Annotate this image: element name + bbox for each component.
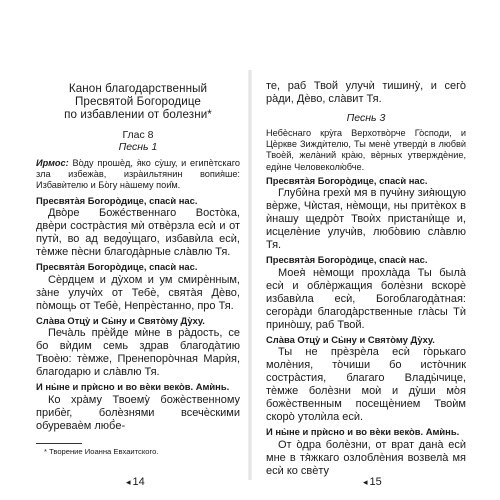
page-number-value: 15 — [369, 476, 382, 488]
ode-heading: Песнь 1 — [118, 141, 158, 153]
title-line: Канон благодарственный — [68, 82, 208, 95]
folio-mark-icon: ◂ — [126, 477, 131, 487]
continued-text: те, раб Твой улучѝ тишину̀, и сего̀ ра̀ди, Дѐво, сла̀вит Тя. — [266, 80, 466, 105]
refrain-line: Пресвята̀я Богоро̀дице, спасѝ нас. — [36, 261, 198, 273]
troparion-paragraph: Печа̀ль прѐйде мѝне в ра̀дость, се бо вѝдим семь здрав благода̀тию Твоѐю: тѐмже, Пренепоро̀чная Марѝя, благодарю и сла̀влю Тя. — [36, 327, 240, 379]
ode-heading: Песнь 3 — [346, 112, 386, 124]
troparion-paragraph: Ты не прѐзрѐла есѝ го̀рькаго молѐния, то̀чиши бо исто̀чник состра̀стия, благаго Влады̀чице, тѐмже болѐзни моѝ и ду̀ши мо̀я божѐственным посещѐнием Твоѝм скоро̀ утолѝла есѝ. — [266, 346, 466, 424]
troparion-paragraph: Ко хра̀му Твоему̀ божѐственному прибѐг, болѐзнями всечѐскими обуреваѐм люб̀е- — [36, 393, 240, 432]
footnote: * Творение Иоанна Евхаитского. — [44, 446, 159, 456]
refrain-line: Пресвята̀я Богоро̀дице, спасѝ нас. — [266, 174, 428, 186]
canon-title — [36, 82, 240, 121]
irmos-text: Во̀ду прошѐд, я̀ко су̀шу, и египѐтскаго зла избежа̀в, изра̀ильтянин вопия̀ше: Избавѝтелю и Бо̀гу на̀шему пои̂м. — [36, 158, 240, 191]
page-number — [363, 476, 382, 488]
folio-mark-icon: ◂ — [363, 477, 368, 487]
tone-heading: Глас 8 — [122, 129, 154, 141]
troparion-paragraph: Моея̀ нѐмощи прохла̀да Ты была̀ есѝ и облѐржащия болѐзни вскорѐ избавѝла есѝ, Богоблагода̀тная: сегора̀ди благода̀рственные гла̀сы Тѝ прино̀шу, раб Твой. — [266, 266, 466, 331]
irmos — [36, 158, 240, 192]
title-line: Пресвятой Богородице — [75, 95, 201, 108]
refrain-line: Сла̀ва Отцу̀ и Сы̀ну и Свято̀му Ду̀ху. — [266, 333, 435, 345]
refrain-line: Пресвята̀я Богоро̀дице, спасѝ нас. — [266, 254, 428, 266]
irmos-text: Небѐснаго кру̀га Верхотво̀рче Го̀споди, и Цѐркве Зиждѝтелю, Ты менѐ утвердѝ в любвѝ Твоѐй, жела̀ний кра̀ю, вѐрных утверждѐние, едѝне Человеколю̀бче. — [266, 128, 466, 172]
title-line: по избавлении от болезни* — [64, 108, 212, 121]
refrain-line: И ны̀не и прѝсно и во вѐки веко̀в. Амѝнь. — [36, 381, 230, 393]
troparion-paragraph: От о̀дра болѐзни, от врат дана̀ есѝ мне в тя̀жкаго озлоблѐния возвела̀ мя есѝ ко свѐту — [266, 438, 466, 477]
refrain-line: И ны̀не и прѝсно и во вѐки веко̀в. Амѝнь. — [266, 426, 460, 438]
irmos-label: Ирмос: — [36, 158, 69, 168]
troparion-paragraph: Дво̀ре Боже́ственнаго Восто̀ка, двѐри состра̀стия мѝ отвѐрзла есѝ и от путѝ, во ад ведѹ̀щаго, избавѝла есѝ, тѐмже пѐсни благода̀рные сла̀влю Тя. — [36, 207, 240, 259]
footnote-divider — [36, 443, 82, 444]
left-hymn-blocks — [36, 195, 240, 433]
troparion-paragraph: Глубѝна грехѝ мя в пучѝну зия̀ющую вѐрже, Чѝстая, нѐмощи, ны притѐкох в ѝнашу щедро̀т Твоѝх пристанѝще и, исцелѐние улучѝв, любо̀вию сла̀влю Тя. — [266, 187, 466, 252]
refrain-line: Сла̀ва Отцу̀ и Сы̀ну и Свято̀му Ду̀ху. — [36, 314, 205, 326]
right-hymn-blocks — [266, 175, 466, 478]
troparion-paragraph: Сѐрдцем и ду̀хом и ум смирѐнным, за̀не улучѝх от Тебѐ, свята̀я Дѐво, по̀мощь от Тебѐ, Непрѐстанно, про Тя. — [36, 273, 240, 312]
right-page — [250, 0, 500, 500]
page-number — [126, 476, 145, 488]
page-number-value: 14 — [132, 476, 145, 488]
refrain-line: Пресвята̀я Богоро̀дице, спасѝ нас. — [36, 194, 198, 206]
